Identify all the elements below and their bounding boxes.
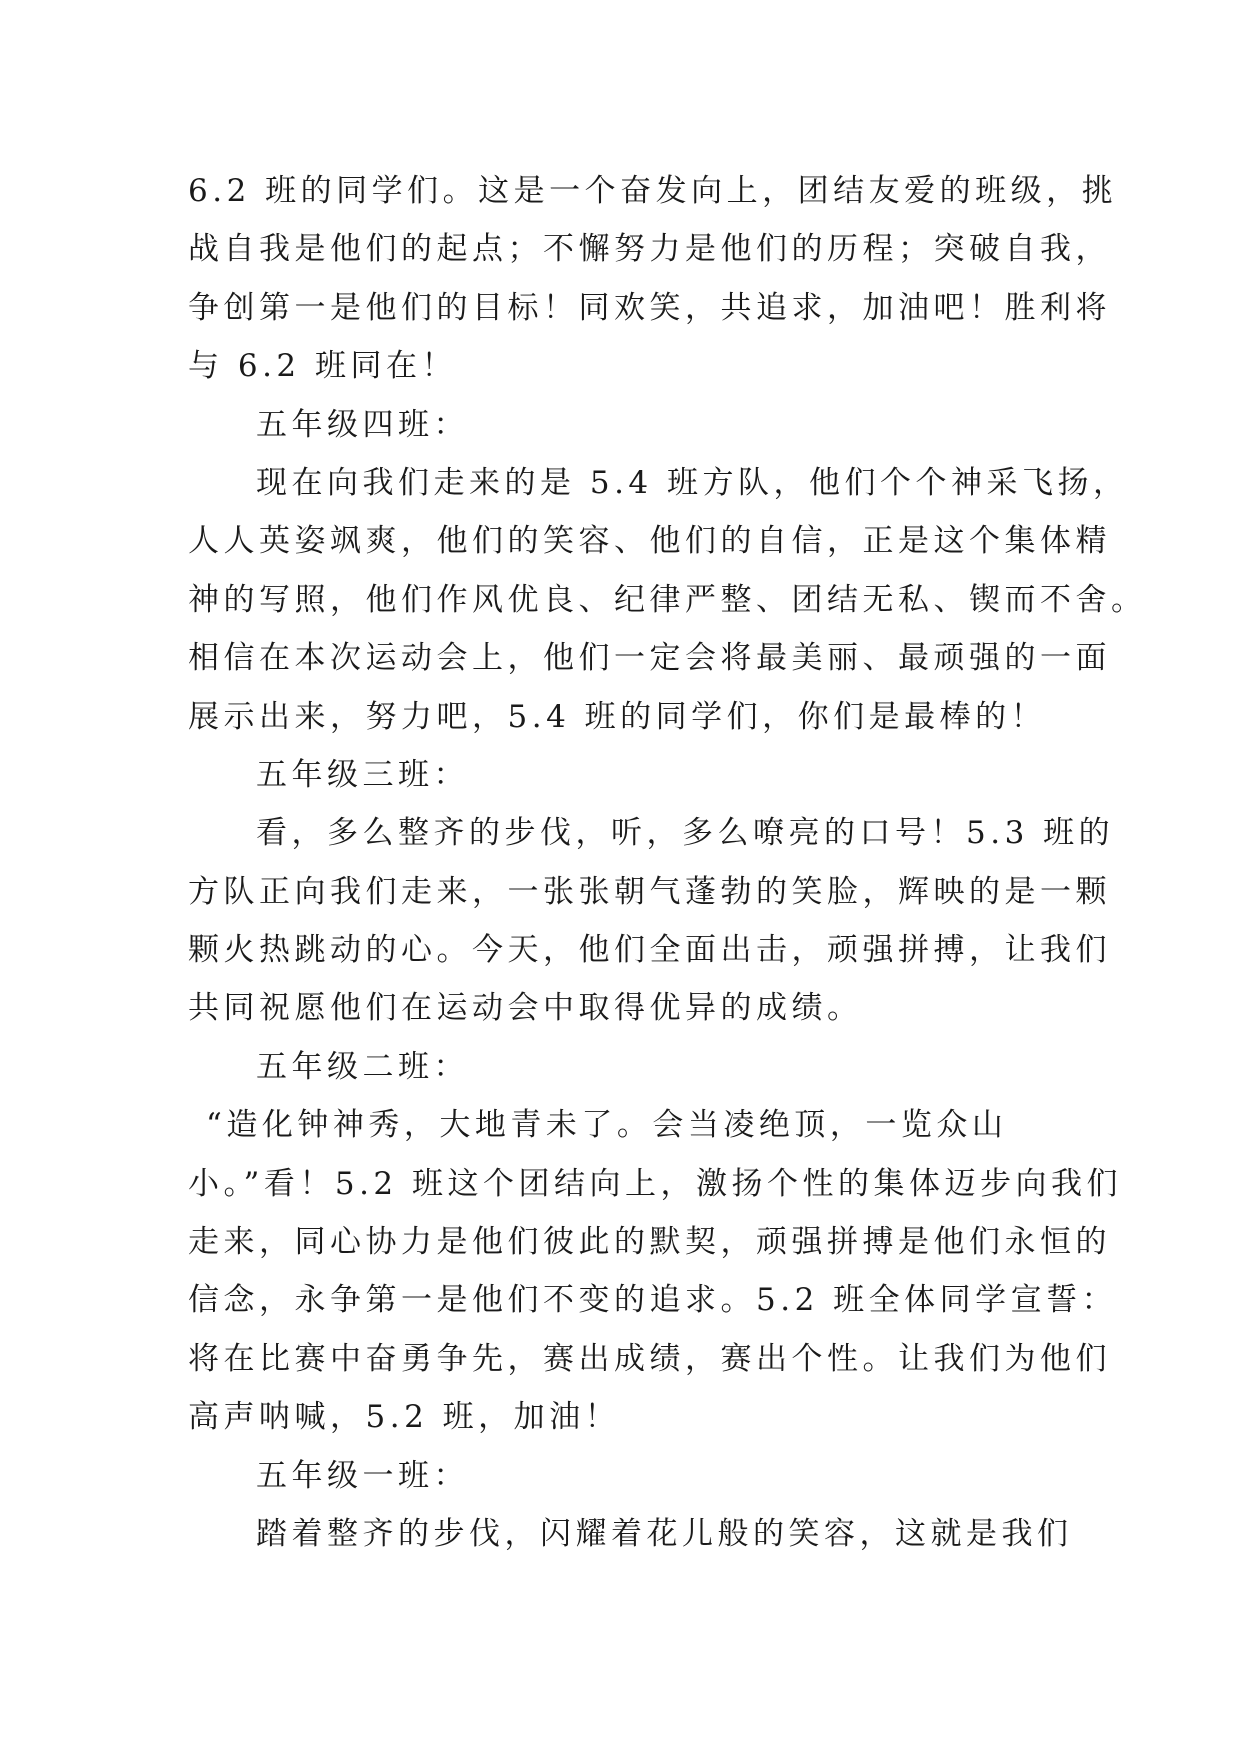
text-line: 与 6.2 班同在！: [188, 348, 458, 385]
section-heading: 五年级四班：: [256, 406, 469, 443]
text-line: 神的写照，他们作风优良、纪律严整、团结无私、锲而不舍。: [188, 581, 1147, 618]
text-line: 人人英姿飒爽，他们的笑容、他们的自信，正是这个集体精: [188, 523, 1111, 560]
text-line: 6.2 班的同学们。这是一个奋发向上，团结友爱的班级，挑: [188, 173, 1118, 209]
text-line: 将在比赛中奋勇争先，赛出成绩，赛出个性。让我们为他们: [188, 1340, 1111, 1377]
text-line: 看，多么整齐的步伐，听，多么嘹亮的口号！5.3 班的: [256, 815, 1115, 852]
text-line: 高声呐喊，5.2 班，加油！: [188, 1399, 621, 1436]
text-line: 战自我是他们的起点；不懈努力是他们的历程；突破自我，: [188, 231, 1111, 268]
section-heading: 五年级三班：: [256, 756, 469, 793]
document-body: [188, 162, 1147, 1563]
text-line: 信念，永争第一是他们不变的追求。5.2 班全体同学宣誓：: [188, 1282, 1118, 1319]
text-line: 小。”看！5.2 班这个团结向上，激扬个性的集体迈步向我们: [188, 1165, 1122, 1202]
text-line: 走来，同心协力是他们彼此的默契，顽强拼搏是他们永恒的: [188, 1224, 1111, 1261]
text-line: 展示出来，努力吧，5.4 班的同学们，你们是最棒的！: [188, 698, 1047, 735]
text-line: 踏着整齐的步伐，闪耀着花儿般的笑容，这就是我们: [256, 1515, 1073, 1552]
text-line: 颗火热跳动的心。今天，他们全面出击，顽强拼搏，让我们: [188, 932, 1111, 969]
text-line: 现在向我们走来的是 5.4 班方队，他们个个神采飞扬，: [256, 464, 1129, 501]
text-line: 共同祝愿他们在运动会中取得优异的成绩。: [188, 990, 863, 1027]
text-line: 争创第一是他们的目标！同欢笑，共追求，加油吧！胜利将: [188, 289, 1111, 326]
text-line: “造化钟神秀，大地青未了。会当凌绝顶，一览众山: [206, 1107, 1008, 1144]
text-line: 方队正向我们走来，一张张朝气蓬勃的笑脸，辉映的是一颗: [188, 873, 1111, 910]
section-heading: 五年级一班：: [256, 1457, 469, 1494]
section-heading: 五年级二班：: [256, 1048, 469, 1085]
text-line: 相信在本次运动会上，他们一定会将最美丽、最顽强的一面: [188, 640, 1111, 677]
